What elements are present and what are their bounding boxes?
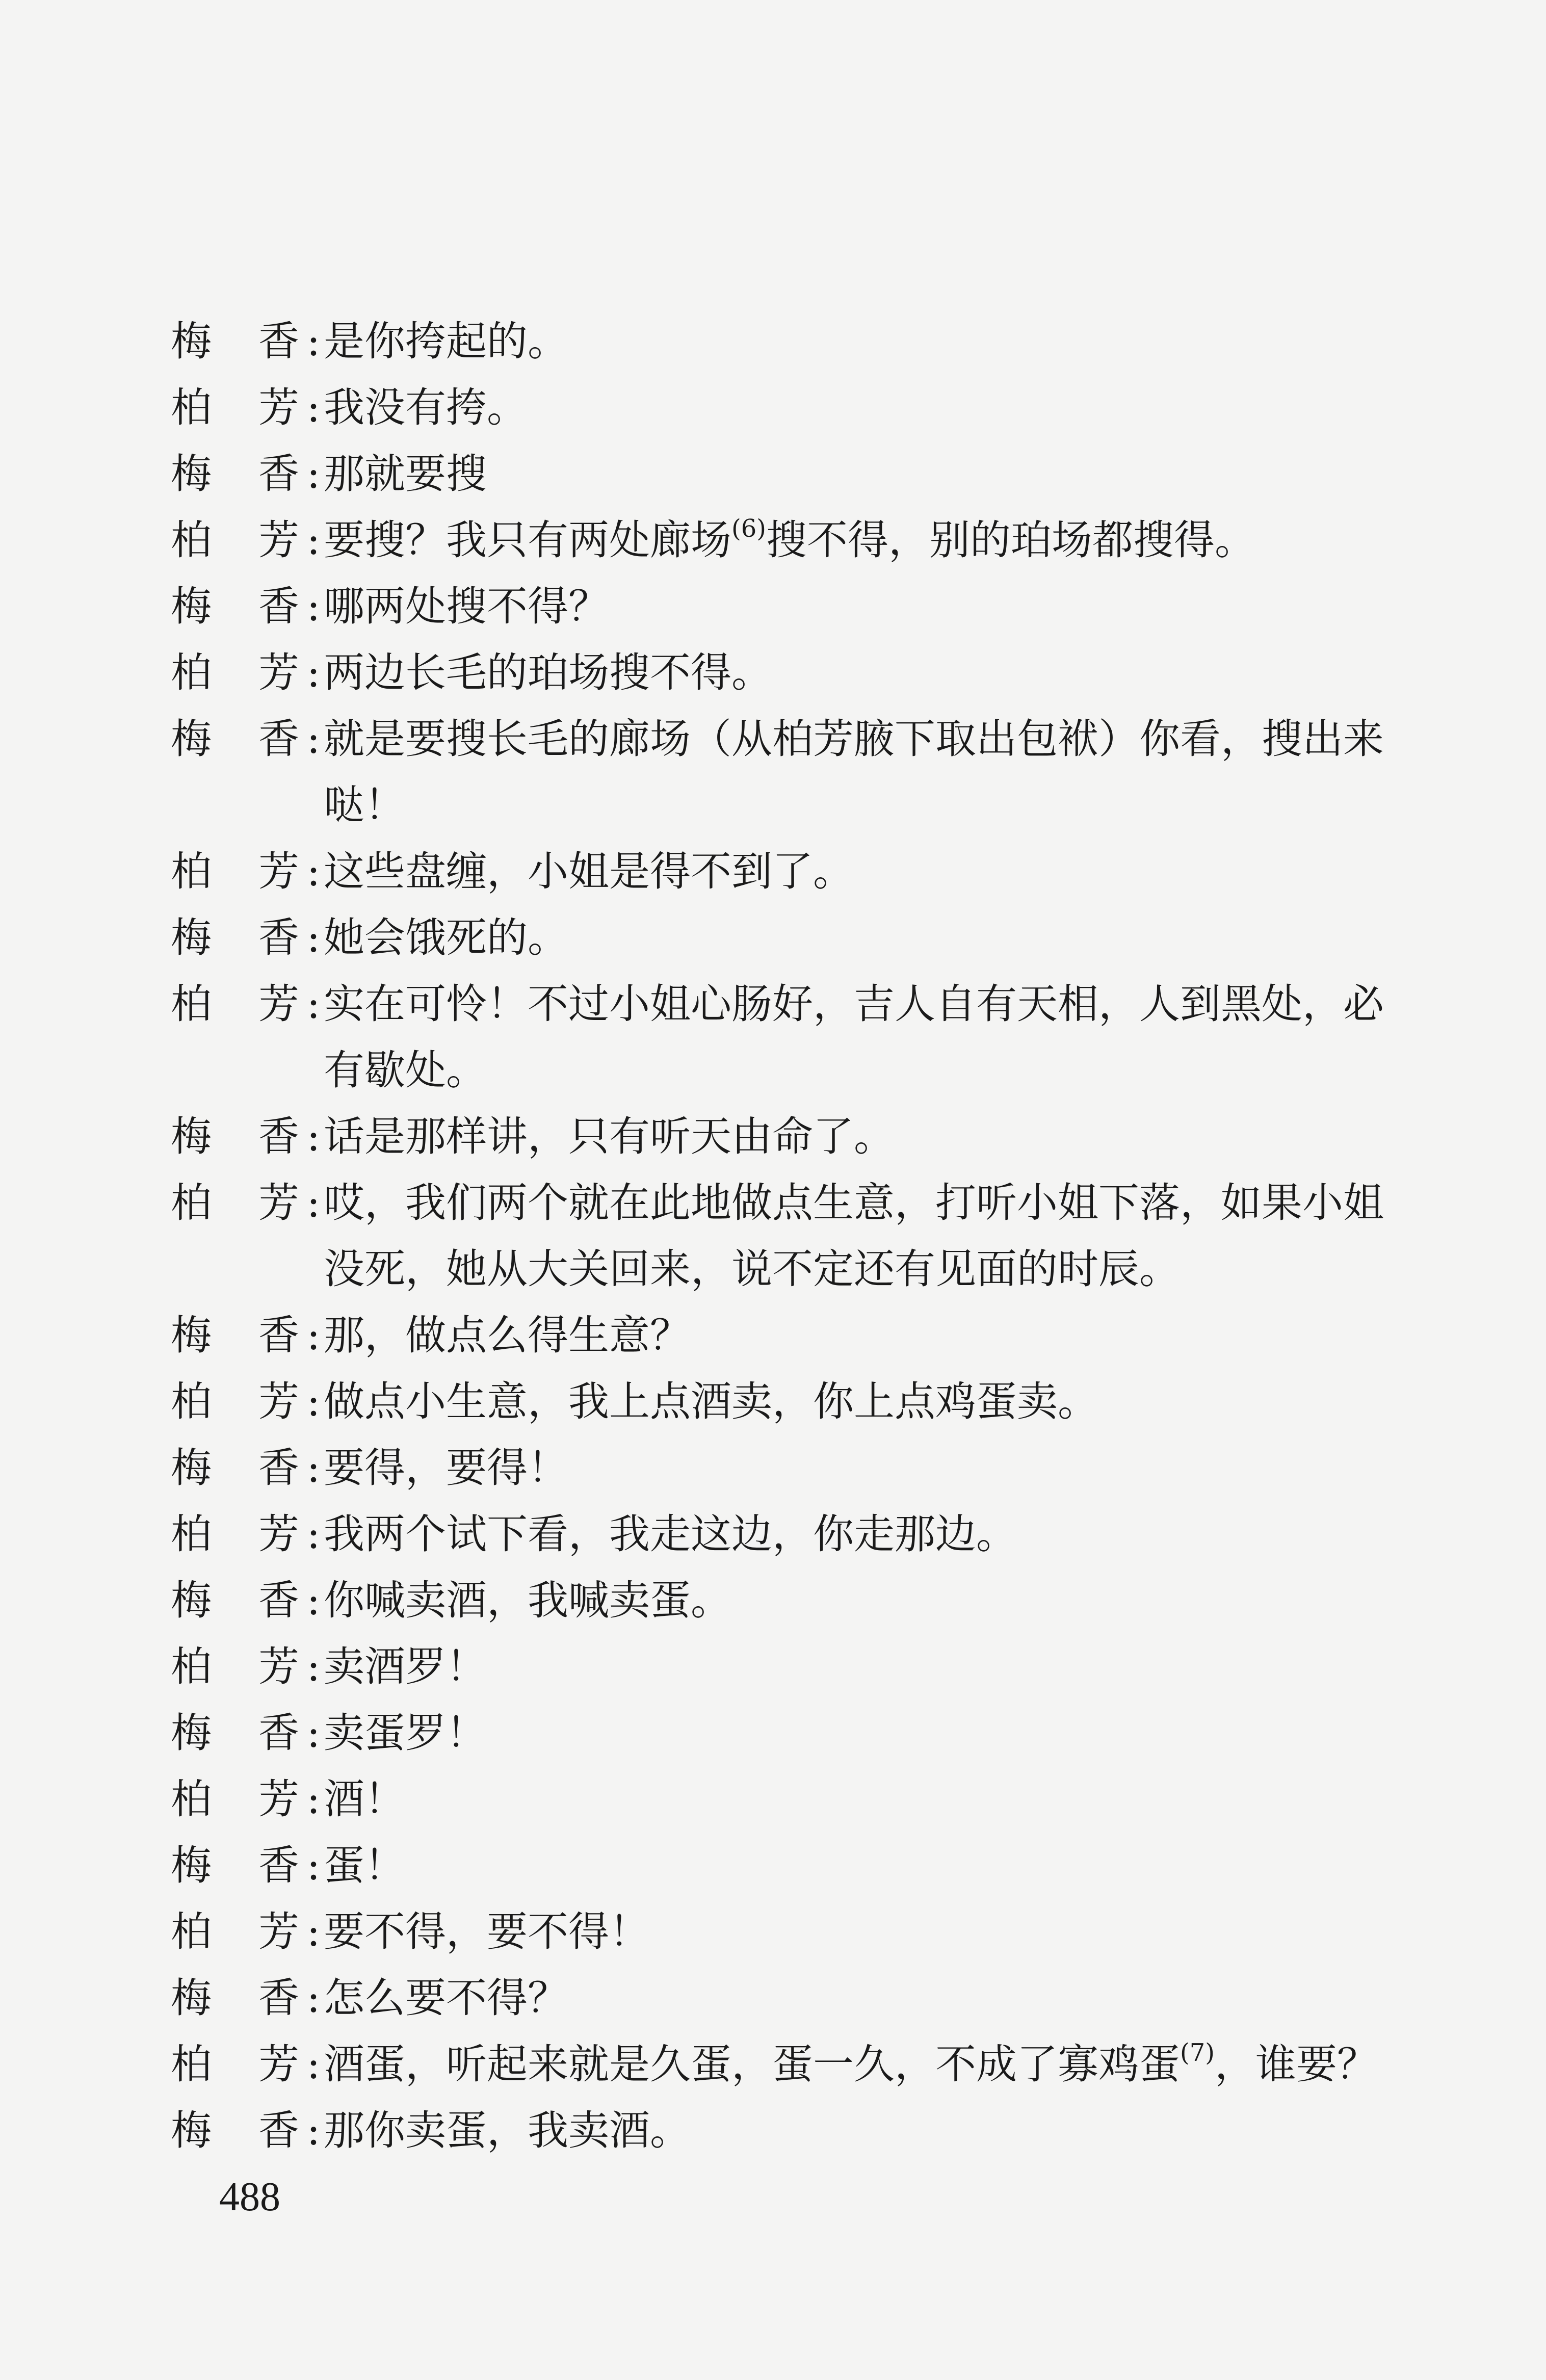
dialogue-line	[171, 2031, 1384, 2098]
colon: :	[306, 450, 321, 498]
dialogue-line	[171, 507, 1384, 573]
speaker-name: 柏 芳	[171, 1908, 299, 1955]
colon: :	[306, 1709, 321, 1757]
colon: :	[306, 583, 321, 630]
dialogue-line	[171, 1634, 1384, 1700]
colon: :	[306, 1775, 321, 1823]
colon: :	[306, 1974, 321, 2022]
colon: :	[306, 914, 321, 961]
speaker-name: 梅 香	[171, 450, 299, 498]
speaker-name: 柏 芳	[171, 1643, 299, 1690]
colon: :	[306, 1179, 321, 1226]
colon: :	[306, 2041, 321, 2088]
speech-text: 要不得，要不得！	[324, 1908, 650, 1955]
colon: :	[306, 848, 321, 895]
speaker-name: 梅 香	[171, 583, 299, 630]
speech-text: 哎，我们两个就在此地做点生意，打听小姐下落，如果小姐没死，她从大关回来，说不定还有见面的时辰。	[324, 1179, 1384, 1293]
speaker-name: 梅 香	[171, 715, 299, 763]
speaker-name: 梅 香	[171, 1312, 299, 1359]
speaker-name: 柏 芳	[171, 516, 299, 564]
speaker-name: 柏 芳	[171, 1510, 299, 1558]
speaker-name: 梅 香	[171, 1113, 299, 1160]
dialogue-line	[171, 640, 1384, 706]
speech-text: 酒蛋，听起来就是久蛋，蛋一久，不成了寡鸡蛋$^{(7)}$，谁要？	[324, 2038, 1378, 2088]
speech-text: 卖蛋罗！	[324, 1709, 487, 1757]
speech-text: 实在可怜！不过小姐心肠好，吉人自有天相，人到黑处，必有歇处。	[324, 980, 1384, 1094]
speech-text: 怎么要不得？	[324, 1974, 568, 2022]
speech-text: 我两个试下看，我走这边，你走那边。	[324, 1510, 1017, 1558]
speaker-name: 梅 香	[171, 1974, 299, 2022]
speaker-name: 柏 芳	[171, 1378, 299, 1425]
dialogue-line	[171, 1567, 1384, 1634]
dialogue-line	[171, 1899, 1384, 1965]
speech-text: 酒！	[324, 1775, 405, 1823]
colon: :	[306, 2107, 321, 2154]
speech-text: 是你挎起的。	[324, 318, 568, 365]
speech-text: 卖酒罗！	[324, 1643, 487, 1690]
colon: :	[306, 318, 321, 365]
colon: :	[306, 384, 321, 431]
speech-text: 那你卖蛋，我卖酒。	[324, 2107, 691, 2154]
colon: :	[306, 980, 321, 1028]
speaker-name: 柏 芳	[171, 1775, 299, 1823]
dialogue-line	[171, 441, 1384, 507]
dialogue-line	[171, 706, 1384, 839]
speech-text: 蛋！	[324, 1842, 405, 1889]
speaker-name: 梅 香	[171, 1444, 299, 1492]
page-number: 488	[219, 2175, 280, 2219]
speech-text: 就是要搜长毛的廊场（从柏芳腋下取出包袱）你看，搜出来哒！	[324, 715, 1384, 829]
colon: :	[306, 1312, 321, 1359]
dialogue-line	[171, 905, 1384, 971]
speech-text: 要搜？我只有两处廊场$^{(6)}$搜不得，别的珀场都搜得。	[324, 514, 1255, 564]
speaker-name: 柏 芳	[171, 848, 299, 895]
speech-text: 你喊卖酒，我喊卖蛋。	[324, 1577, 731, 1624]
speaker-name: 柏 芳	[171, 1179, 299, 1226]
dialogue-line	[171, 1833, 1384, 1899]
colon: :	[306, 1378, 321, 1425]
speaker-name: 柏 芳	[171, 2041, 299, 2088]
colon: :	[306, 1908, 321, 1955]
dialogue-line	[171, 1369, 1384, 1435]
dialogue-line	[171, 573, 1384, 640]
speaker-name: 梅 香	[171, 1842, 299, 1889]
speaker-name: 梅 香	[171, 914, 299, 961]
speech-text: 哪两处搜不得？	[324, 583, 609, 630]
dialogue-line	[171, 1170, 1384, 1302]
speech-text: 这些盘缠，小姐是得不到了。	[324, 848, 854, 895]
speaker-name: 梅 香	[171, 318, 299, 365]
colon: :	[306, 1113, 321, 1160]
dialogue-line	[171, 1700, 1384, 1766]
colon: :	[306, 1444, 321, 1492]
colon: :	[306, 1643, 321, 1690]
dialogue-line	[171, 1501, 1384, 1567]
speech-text: 她会饿死的。	[324, 914, 568, 961]
colon: :	[306, 1842, 321, 1889]
dialogue-line	[171, 1435, 1384, 1501]
footnote-marker: (7)	[1180, 2038, 1215, 2067]
speech-text: 做点小生意，我上点酒卖，你上点鸡蛋卖。	[324, 1378, 1098, 1425]
dialogue-line	[171, 308, 1384, 375]
colon: :	[306, 516, 321, 564]
dialogue-line	[171, 971, 1384, 1104]
colon: :	[306, 649, 321, 696]
dialogue-line	[171, 1104, 1384, 1170]
colon: :	[306, 1510, 321, 1558]
speech-text: 那就要搜	[324, 450, 487, 498]
dialogue-line	[171, 839, 1384, 905]
speech-text: 两边长毛的珀场搜不得。	[324, 649, 772, 696]
speaker-name: 柏 芳	[171, 649, 299, 696]
colon: :	[306, 715, 321, 763]
dialogue-line	[171, 1302, 1384, 1369]
dialogue-line	[171, 2098, 1384, 2164]
speaker-name: 梅 香	[171, 2107, 299, 2154]
speaker-name: 梅 香	[171, 1577, 299, 1624]
dialogue-script	[171, 308, 1384, 2164]
speech-text: 话是那样讲，只有听天由命了。	[324, 1113, 895, 1160]
speaker-name: 柏 芳	[171, 384, 299, 431]
dialogue-line	[171, 375, 1384, 441]
speech-text: 那，做点么得生意？	[324, 1312, 691, 1359]
colon: :	[306, 1577, 321, 1624]
dialogue-line	[171, 1965, 1384, 2031]
speech-text: 我没有挎。	[324, 384, 528, 431]
dialogue-line	[171, 1766, 1384, 1833]
speaker-name: 梅 香	[171, 1709, 299, 1757]
speech-text: 要得，要得！	[324, 1444, 568, 1492]
footnote-marker: (6)	[731, 514, 766, 543]
speaker-name: 柏 芳	[171, 980, 299, 1028]
